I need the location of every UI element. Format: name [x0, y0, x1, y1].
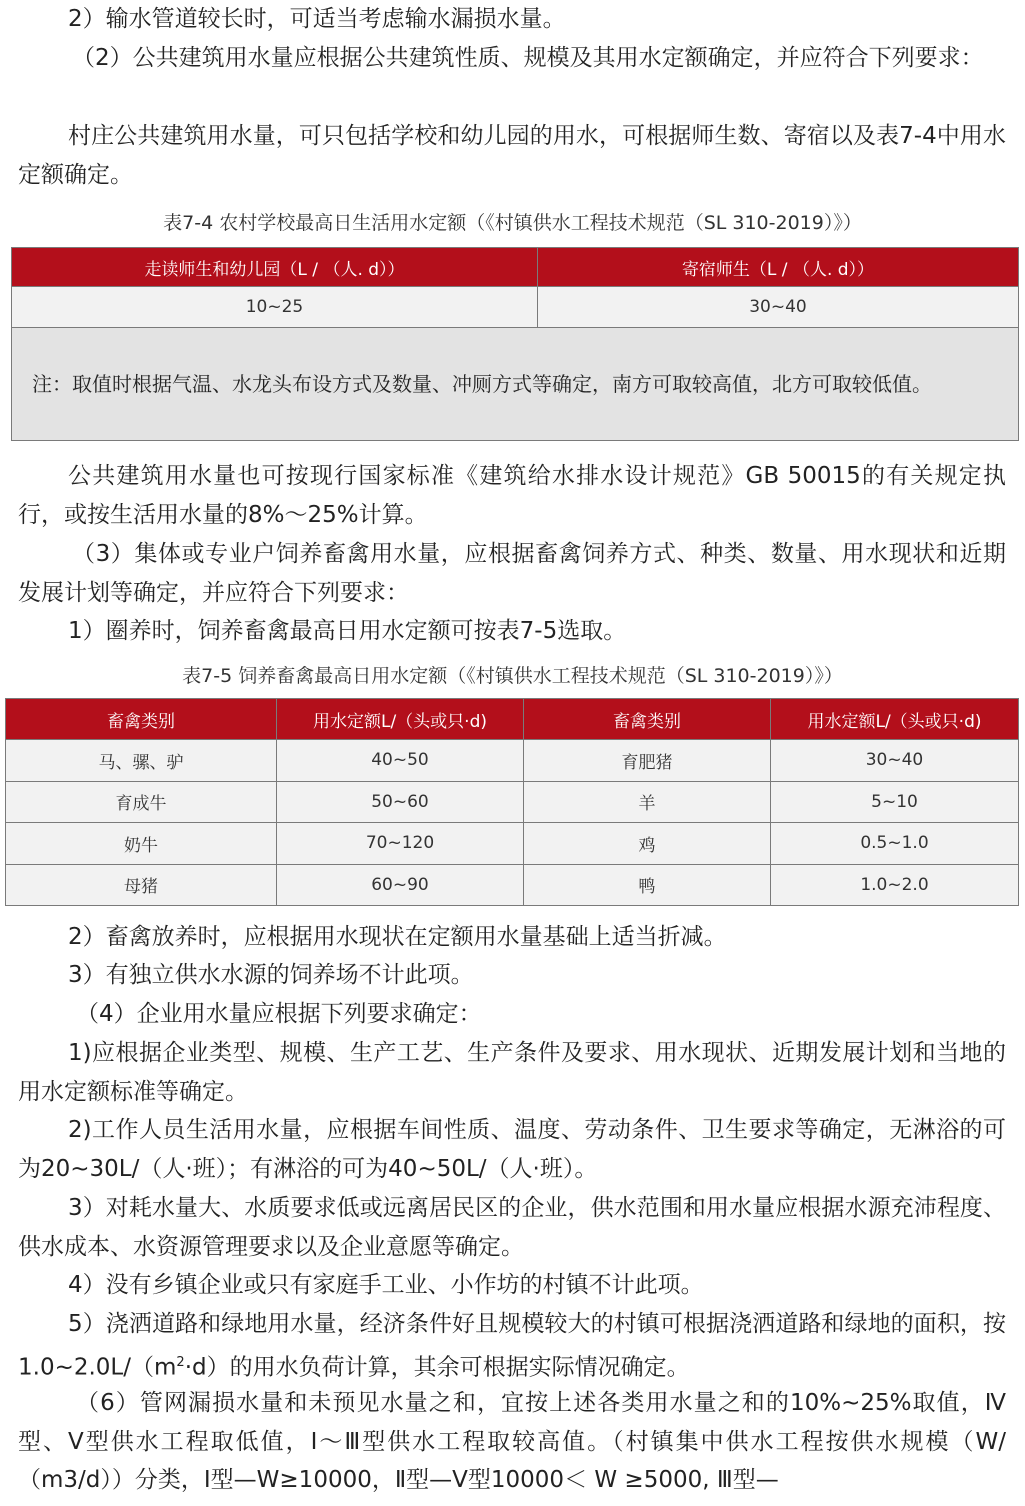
paragraph: 4）没有乡镇企业或只有家庭手工业、小作坊的村镇不计此项。	[68, 1272, 704, 1298]
table-header-cell: 用水定额L/（头或只·d)	[277, 699, 524, 740]
table-7-5	[5, 698, 1019, 906]
table-cell: 1.0~2.0	[771, 864, 1019, 906]
paragraph: 2)工作人员生活用水量，应根据车间性质、温度、劳动条件、卫生要求等确定，无淋浴的可为20~30L/（人·班）；有淋浴的可为40~50L/（人·班）。	[18, 1117, 1006, 1182]
table-cell: 30~40	[538, 287, 1019, 328]
table-header-cell: 寄宿师生（L / （人. d））	[538, 248, 1019, 287]
paragraph: （2）公共建筑用水量应根据公共建筑性质、规模及其用水定额确定，并应符合下列要求：	[72, 45, 984, 71]
paragraph: 2）畜禽放养时，应根据用水现状在定额用水量基础上适当折减。	[68, 924, 727, 950]
table-cell: 50~60	[277, 781, 524, 823]
paragraph: 3）对耗水量大、水质要求低或远离居民区的企业，供水范围和用水量应根据水源充沛程度、供水成本、水资源管理要求以及企业意愿等确定。	[18, 1195, 1006, 1260]
paragraph: 公共建筑用水量也可按现行国家标准《建筑给水排水设计规范》GB 50015的有关规定执行，或按生活用水量的8%～25%计算。	[18, 463, 1006, 528]
table-7-4	[11, 247, 1019, 441]
table-cell: 5~10	[771, 781, 1019, 823]
paragraph: （3）集体或专业户饲养畜禽用水量，应根据畜禽饲养方式、种类、数量、用水现状和近期发展计划等确定，并应符合下列要求：	[18, 541, 1006, 606]
table-cell: 奶牛	[6, 823, 277, 865]
paragraph: 1）圈养时，饲养畜禽最高日用水定额可按表7-5选取。	[68, 618, 627, 644]
table-cell: 羊	[524, 781, 771, 823]
table-row	[6, 823, 1019, 865]
table-cell: 鸡	[524, 823, 771, 865]
paragraph: 3）有独立供水水源的饲养场不计此项。	[68, 962, 474, 988]
paragraph-text: ·d）的用水负荷计算，其余可根据实际情况确定。	[184, 1354, 690, 1381]
paragraph: 2）输水管道较长时，可适当考虑输水漏损水量。	[68, 6, 566, 32]
table-row	[6, 740, 1019, 782]
table-cell: 30~40	[771, 740, 1019, 782]
paragraph: 村庄公共建筑用水量，可只包括学校和幼儿园的用水，可根据师生数、寄宿以及表7-4中用水定额确定。	[18, 123, 1006, 188]
paragraph: 1)应根据企业类型、规模、生产工艺、生产条件及要求、用水现状、近期发展计划和当地的用水定额标准等确定。	[18, 1040, 1006, 1105]
table-row	[6, 864, 1019, 906]
table-7-5-caption: 表7-5 饲养畜禽最高日用水定额（《村镇供水工程技术规范（SL 310-2019）》）	[182, 665, 843, 687]
table-header-cell: 畜禽类别	[524, 699, 771, 740]
table-cell: 60~90	[277, 864, 524, 906]
table-cell: 育肥猪	[524, 740, 771, 782]
table-cell: 鸭	[524, 864, 771, 906]
paragraph	[18, 1305, 1006, 1387]
table-cell: 0.5~1.0	[771, 823, 1019, 865]
table-note: 注：取值时根据气温、水龙头布设方式及数量、冲厕方式等确定，南方可取较高值，北方可取较低值。	[12, 328, 1019, 441]
table-cell: 70~120	[277, 823, 524, 865]
table-cell: 马、骡、驴	[6, 740, 277, 782]
table-header-cell: 畜禽类别	[6, 699, 277, 740]
table-cell: 母猪	[6, 864, 277, 906]
table-cell: 40~50	[277, 740, 524, 782]
superscript: 2	[176, 1354, 185, 1370]
table-cell: 10~25	[12, 287, 538, 328]
paragraph: （4）企业用水量应根据下列要求确定：	[76, 1001, 482, 1027]
table-cell: 育成牛	[6, 781, 277, 823]
table-row	[6, 781, 1019, 823]
table-header-cell: 走读师生和幼儿园（L / （人. d））	[12, 248, 538, 287]
paragraph: （6）管网漏损水量和未预见水量之和，宜按上述各类用水量之和的10%~25%取值，Ⅳ型、Ⅴ型供水工程取低值，Ⅰ～Ⅲ型供水工程取较高值。（村镇集中供水工程按供水规模（W/（m3/d））分类，Ⅰ型—W≥10000，Ⅱ型—Ⅴ型10000＜ W ≥5000, Ⅲ型—	[18, 1390, 1006, 1493]
table-7-4-caption: 表7-4 农村学校最高日生活用水定额（《村镇供水工程技术规范（SL 310-2019）》）	[163, 212, 862, 234]
table-header-cell: 用水定额L/（头或只·d)	[771, 699, 1019, 740]
paragraph-text: 5）浇洒道路和绿地用水量，经济条件好且规模较大的村镇可根据浇洒道路和绿地的面积，按1.0~2.0L/（m	[18, 1311, 1006, 1381]
